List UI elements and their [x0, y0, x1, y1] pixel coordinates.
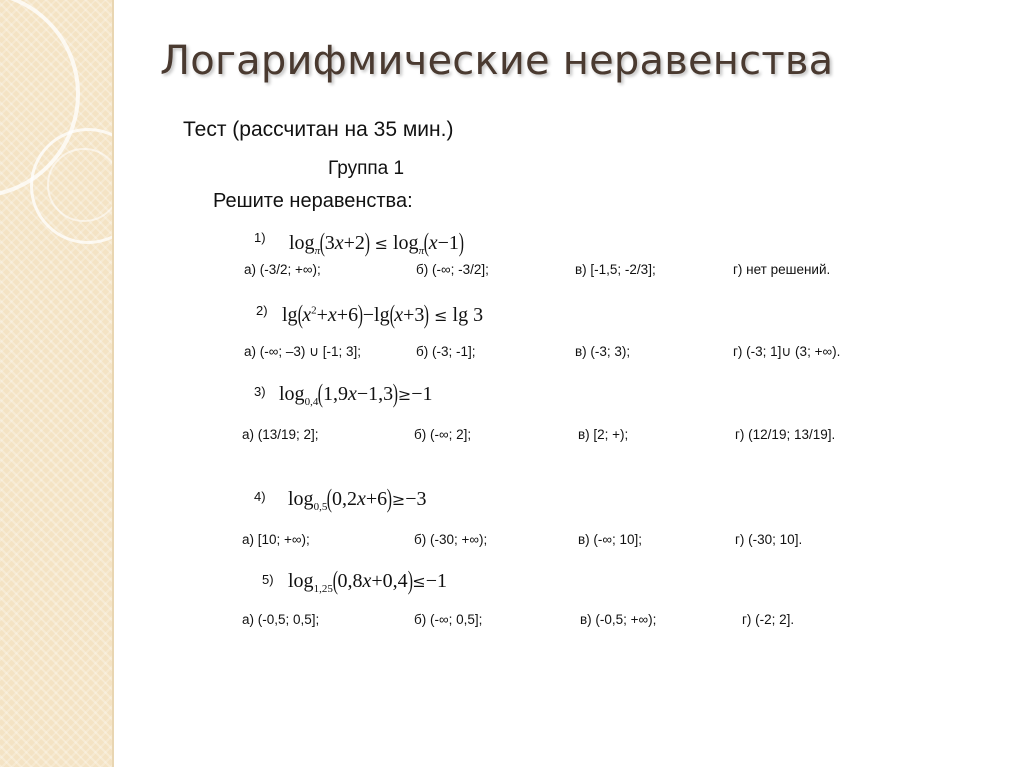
- answer-option: б) (-∞; -3/2];: [416, 262, 489, 277]
- answer-option: а) (-0,5; 0,5];: [242, 612, 320, 627]
- answer-option: г) (12/19; 13/19].: [735, 427, 836, 442]
- answer-option: б) (-30; +∞);: [414, 532, 488, 547]
- answer-option: а) [10; +∞);: [242, 532, 310, 547]
- decorative-sidebar: [0, 0, 112, 767]
- formula-3: $\log_{0,4}(1,9x-1,3)\ge-1$: [279, 379, 433, 408]
- answer-option: б) (-3; -1];: [416, 344, 476, 359]
- answer-option: в) [2; +);: [578, 427, 629, 442]
- answer-option: г) (-2; 2].: [742, 612, 795, 627]
- problem-number: 3): [254, 384, 266, 399]
- answer-option: б) (-∞; 2];: [414, 427, 472, 442]
- answer-option: г) (-3; 1]∪ (3; +∞).: [733, 344, 841, 359]
- problem-number: 5): [262, 572, 274, 587]
- answer-option: г) нет решений.: [733, 262, 831, 277]
- answer-option: б) (-∞; 0,5];: [414, 612, 483, 627]
- answer-option: в) (-0,5; +∞);: [580, 612, 657, 627]
- group-label: Группа 1: [328, 158, 405, 179]
- answer-option: в) (-∞; 10];: [578, 532, 643, 547]
- problem-number: 4): [254, 489, 266, 504]
- slide-title: Логарифмические неравенства: [160, 38, 834, 84]
- problem-number: 1): [254, 230, 266, 245]
- answer-option: а) (13/19; 2];: [242, 427, 319, 442]
- instruction: Решите неравенства:: [213, 190, 413, 212]
- problem-number: 2): [256, 303, 268, 318]
- formula-5: $\log_{1,25}(0,8x+0,4)\le-1$: [288, 566, 448, 595]
- answer-option: г) (-30; 10].: [735, 532, 803, 547]
- decorative-ring: [47, 148, 112, 222]
- answer-option: в) (-3; 3);: [575, 344, 631, 359]
- answer-option: а) (-3/2; +∞);: [244, 262, 321, 277]
- answer-option: в) [-1,5; -2/3];: [575, 262, 656, 277]
- formula-1: $\log_\pi(3x+2) \le \log_\pi(x-1)$: [289, 228, 464, 257]
- formula-4: $\log_{0,5}(0,2x+6)\ge-3$: [288, 484, 427, 513]
- sidebar-divider: [112, 0, 114, 767]
- answer-option: а) (-∞; –3) ∪ [-1; 3];: [244, 344, 362, 359]
- formula-2: $\lg(x^2+x+6)-\lg(x+3) \le \lg 3$: [282, 300, 484, 329]
- test-subtitle: Тест (рассчитан на 35 мин.): [183, 118, 454, 141]
